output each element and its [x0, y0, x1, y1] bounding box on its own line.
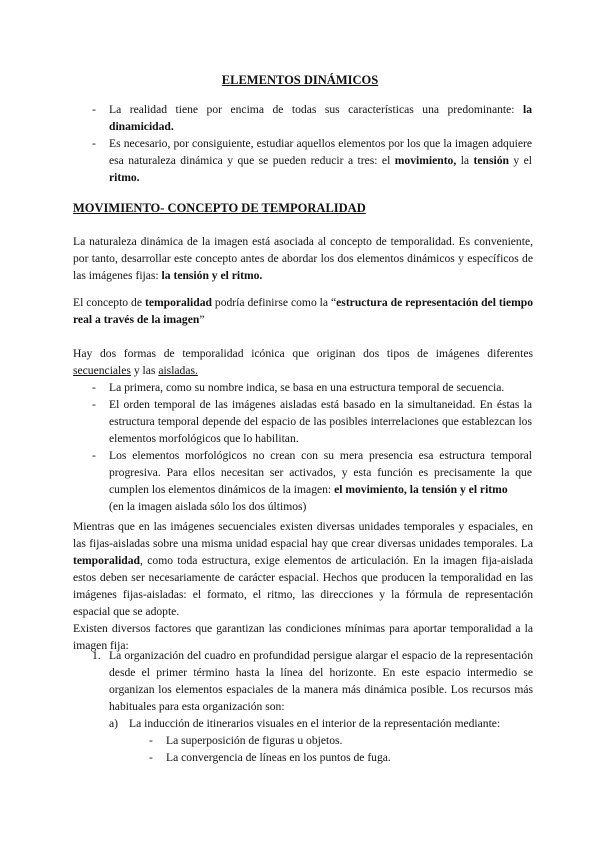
list-item: - La primera, como su nombre indica, se basa en una estructura temporal de secuencia. — [92, 379, 532, 396]
list-item: - La convergencia de líneas en los puntos de fuga. — [149, 749, 533, 766]
list-item: 1. La organización del cuadro en profundidad persigue alargar el espacio de la representación desde el primer término hasta la línea del horizonte. En este espacio intermedio se organizan los elementos espaciales de la manera más dinámica posible. Los recursos más habituales para esta organización son: a) La inducción de itinerarios visuales en el interior de la representación mediante: - La superposición de figuras u objetos. - La convergencia de líneas en los puntos de fuga. — [92, 647, 533, 766]
paragraph-5: Existen diversos factores que garantizan las condiciones mínimas para aportar temporalidad a la imagen fija: — [73, 622, 533, 652]
list-item: - La superposición de figuras u objetos. — [149, 732, 533, 749]
paragraph-2: El concepto de temporalidad podría definirse como la “estructura de representación del tiempo real a través de la imagen” — [73, 296, 533, 326]
paragraph-4: Mientras que en las imágenes secuenciales existen diversas unidades temporales y espaciales, en las fijas-aisladas sobre una misma unidad espacial hay que crear diversas unidades temporales. La temporalidad, como toda estructura, exige elementos de articulación. En la imagen fija-aislada estos deben ser necesariamente de carácter espacial. Hechos que producen la temporalidad en las imágenes fijas-aisladas: el formato, el ritmo, las direcciones y la fórmula de representación espacial que se adopte. — [73, 520, 533, 618]
list-item: a) La inducción de itinerarios visuales en el interior de la representación mediante: - La superposición de figuras u objetos. - La convergencia de líneas en los puntos de fuga. — [109, 715, 533, 766]
sub-list — [109, 715, 533, 766]
factors-list — [92, 647, 533, 766]
sub-sub-list — [129, 732, 533, 766]
page-title: ELEMENTOS DINÁMICOS — [221, 73, 379, 87]
list-item: - El orden temporal de las imágenes aisladas está basado en la simultaneidad. En éstas la estructura temporal depende del espacio de las posibles interrelaciones que establezcan los elementos morfológicos que lo habilitan. — [92, 396, 532, 447]
intro-list — [92, 101, 532, 186]
paragraph-1: La naturaleza dinámica de la imagen está asociada al concepto de temporalidad. Es conveniente, por tanto, desarrollar este concepto antes de abordar los dos elementos dinámicos y específicos de las imágenes fijas: la tensión y el ritmo. — [73, 235, 533, 282]
list-item: - La realidad tiene por encima de todas sus características una predominante: la dinamicidad. — [92, 101, 532, 135]
list-item: - Los elementos morfológicos no crean con su mera presencia esa estructura temporal progresiva. Para ellos necesitan ser activados, y esta función es precisamente la que cumplen los elementos dinámicos de la imagen: el movimiento, la tensión y el ritmo (en la imagen aislada sólo los dos últimos) — [92, 447, 532, 515]
section-heading: MOVIMIENTO- CONCEPTO DE TEMPORALIDAD — [73, 201, 366, 215]
list-item: - Es necesario, por consiguiente, estudiar aquellos elementos por los que la imagen adquiere esa naturaleza dinámica y que se pueden reducir a tres: el movimiento, la tensión y el ritmo. — [92, 135, 532, 186]
paragraph-3: Hay dos formas de temporalidad icónica que originan dos tipos de imágenes diferentes secuenciales y las aisladas. — [73, 347, 533, 377]
temporality-list — [92, 379, 532, 515]
